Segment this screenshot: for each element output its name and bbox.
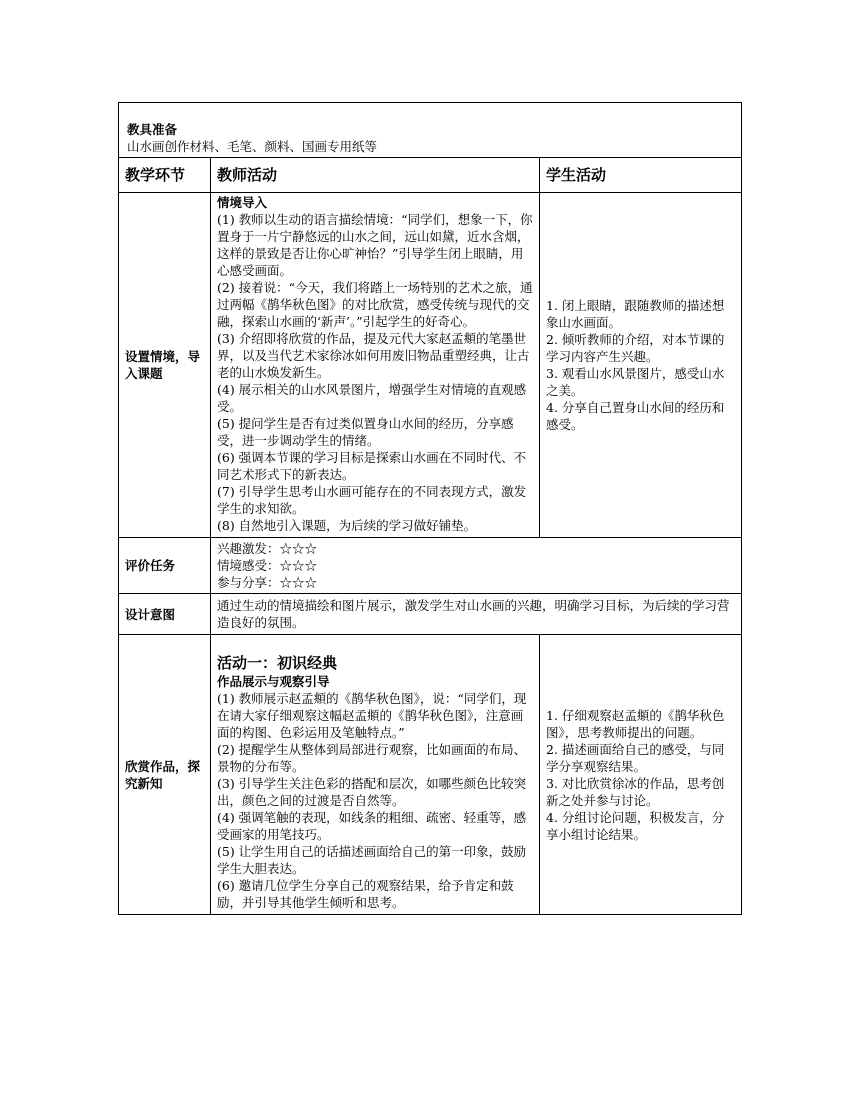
design-segment: 设计意图 bbox=[119, 594, 211, 635]
teacher-item: (1) 教师展示赵孟頫的《鹊华秋色图》，说：“同学们，现在请大家仔细观察这幅赵孟頫的《鹊华秋色图》，注意画面的构图、色彩运用及笔触特点。” bbox=[217, 691, 527, 740]
header-segment: 教学环节 bbox=[119, 158, 211, 193]
section2-teacher-title: 作品展示与观察引导 bbox=[217, 674, 330, 689]
section2-student-list bbox=[546, 707, 735, 843]
student-item: 3. 对比欣赏徐冰的作品，思考创新之处并参与讨论。 bbox=[546, 775, 725, 808]
student-item: 1. 仔细观察赵孟頫的《鹊华秋色图》，思考教师提出的问题。 bbox=[546, 707, 725, 740]
teacher-item: (6) 强调本节课的学习目标是探索山水画在不同时代、不同艺术形式下的新表达。 bbox=[217, 450, 527, 482]
evaluation-row bbox=[119, 538, 742, 594]
evaluation-segment: 评价任务 bbox=[119, 538, 211, 594]
teacher-item: (1) 教师以生动的语言描绘情境：“同学们，想象一下，你置身于一片宁静悠远的山水之间，远山如黛，近水含烟，这样的景致是否让你心旷神怡？”引导学生闭上眼睛，用心感受画面。 bbox=[217, 212, 533, 278]
teacher-item: (5) 提问学生是否有过类似置身山水间的经历，分享感受，进一步调动学生的情绪。 bbox=[217, 416, 514, 448]
header-teacher: 教师活动 bbox=[211, 158, 540, 193]
lesson-plan-table bbox=[118, 102, 742, 915]
section1-teacher-cell bbox=[211, 193, 540, 538]
section1-teacher-list bbox=[217, 211, 533, 534]
header-row bbox=[119, 158, 742, 193]
materials-cell bbox=[119, 103, 742, 158]
teacher-item: (5) 让学生用自己的话描述画面给自己的第一印象，鼓励学生大胆表达。 bbox=[217, 844, 527, 876]
section1-teacher-title: 情境导入 bbox=[217, 195, 268, 210]
materials-title: 教具准备 bbox=[127, 122, 178, 137]
student-item: 2. 描述画面给自己的感受，与同学分享观察结果。 bbox=[546, 741, 725, 774]
teacher-item: (8) 自然地引入课题，为后续的学习做好铺垫。 bbox=[217, 518, 477, 533]
teacher-item: (7) 引导学生思考山水画可能存在的不同表现方式，激发学生的求知欲。 bbox=[217, 484, 527, 516]
section2-segment: 欣赏作品，探究新知 bbox=[119, 635, 211, 915]
teacher-item: (4) 展示相关的山水风景图片，增强学生对情境的直观感受。 bbox=[217, 382, 527, 414]
design-row bbox=[119, 594, 742, 635]
teacher-item: (2) 接着说：“今天，我们将踏上一场特别的艺术之旅，通过两幅《鹊华秋色图》的对比欣赏，感受传统与现代的交融，探索山水画的‘新声’。”引起学生的好奇心。 bbox=[217, 280, 533, 329]
section1-student-list bbox=[546, 297, 735, 433]
student-item: 1. 闭上眼睛，跟随教师的描述想象山水画面。 bbox=[546, 298, 725, 330]
header-student: 学生活动 bbox=[540, 158, 742, 193]
section2-teacher-list bbox=[217, 690, 533, 911]
section2-teacher-cell bbox=[211, 635, 540, 915]
evaluation-item: 情境感受：☆☆☆ bbox=[217, 558, 318, 573]
materials-content: 山水画创作材料、毛笔、颜料、国画专用纸等 bbox=[127, 139, 378, 154]
section1-row bbox=[119, 193, 742, 538]
materials-row bbox=[119, 103, 742, 158]
teacher-item: (3) 引导学生关注色彩的搭配和层次，如哪些颜色比较突出，颜色之间的过渡是否自然等。 bbox=[217, 776, 527, 808]
evaluation-cell bbox=[211, 538, 742, 594]
evaluation-item: 兴趣激发：☆☆☆ bbox=[217, 541, 318, 556]
student-item: 3. 观看山水风景图片，感受山水之美。 bbox=[546, 366, 725, 398]
evaluation-item: 参与分享：☆☆☆ bbox=[217, 575, 318, 590]
student-item: 4. 分享自己置身山水间的经历和感受。 bbox=[546, 400, 725, 432]
teacher-item: (6) 邀请几位学生分享自己的观察结果，给予肯定和鼓励，并引导其他学生倾听和思考。 bbox=[217, 878, 514, 910]
activity-title: 活动一：初识经典 bbox=[217, 654, 338, 672]
student-item: 4. 分组讨论问题，积极发言，分享小组讨论结果。 bbox=[546, 809, 725, 842]
design-content: 通过生动的情境描绘和图片展示，激发学生对山水画的兴趣，明确学习目标，为后续的学习营造良好的氛围。 bbox=[211, 594, 742, 635]
teacher-item: (2) 提醒学生从整体到局部进行观察，比如画面的布局、景物的分布等。 bbox=[217, 742, 527, 774]
section1-student-cell bbox=[540, 193, 742, 538]
teacher-item: (3) 介绍即将欣赏的作品，提及元代大家赵孟頫的笔墨世界，以及当代艺术家徐冰如何用废旧物品重塑经典，让古老的山水焕发新生。 bbox=[217, 331, 530, 380]
section2-row bbox=[119, 635, 742, 915]
teacher-item: (4) 强调笔触的表现，如线条的粗细、疏密、轻重等，感受画家的用笔技巧。 bbox=[217, 810, 527, 842]
student-item: 2. 倾听教师的介绍，对本节课的学习内容产生兴趣。 bbox=[546, 332, 725, 364]
section1-segment: 设置情境，导入课题 bbox=[119, 193, 211, 538]
section2-student-cell bbox=[540, 635, 742, 915]
